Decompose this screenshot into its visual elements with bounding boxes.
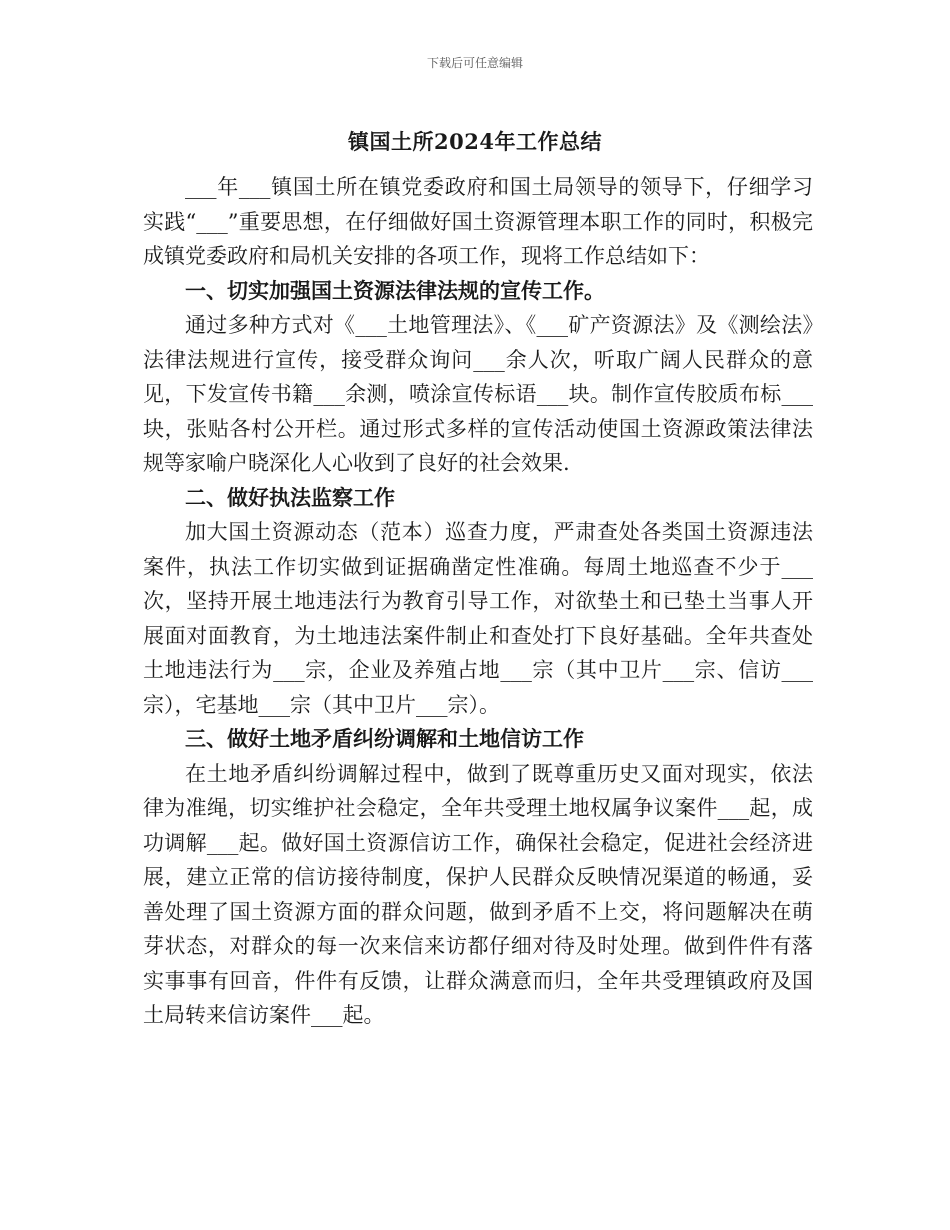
intro-paragraph: ___年___镇国土所在镇党委政府和国土局领导的领导下，仔细学习实践“___”重要思想，在仔细做好国土资源管理本职工作的同时，积极完成镇党委政府和局机关安排的各项工作，现将工作总结如下： — [143, 175, 813, 268]
section-body-3: 在土地矛盾纠纷调解过程中，做到了既尊重历史又面对现实，依法律为准绳，切实维护社会稳定，全年共受理土地权属争议案件___起，成功调解___起。做好国土资源信访工作，确保社会稳定，促进社会经济进展，建立正常的信访接待制度，保护人民群众反映情况渠道的畅通，妥善处理了国土资源方面的群众问题，做到矛盾不上交，将问题解决在萌芽状态，对群众的每一次来信来访都仔细对待及时处理。做到件件有落实事事有回音，件件有反馈，让群众满意而归，全年共受理镇政府及国土局转来信访案件___起。 — [143, 761, 813, 1027]
section-heading-2: 二、做好执法监察工作 — [185, 484, 395, 510]
section-heading-1: 一、切实加强国土资源法律法规的宣传工作。 — [185, 277, 605, 303]
section-body-1: 通过多种方式对《___土地管理法》、《___矿产资源法》及《测绘法》法律法规进行宣传，接受群众询问___余人次，听取广阔人民群众的意见，下发宣传书籍___余测，喷涂宣传标语___块。制作宣传胶质布标___块，张贴各村公开栏。通过形式多样的宣传活动使国土资源政策法律法规等家喻户晓深化人心收到了良好的社会效果. — [143, 313, 813, 475]
document-title: 镇国土所2024年工作总结 — [348, 129, 602, 154]
header-note: 下载后可任意编辑 — [426, 56, 523, 70]
document-body — [143, 170, 813, 1033]
section-heading-3: 三、做好土地矛盾纠纷调解和土地信访工作 — [185, 726, 584, 751]
section-body-2: 加大国土资源动态（范本）巡查力度，严肃查处各类国土资源违法案件，执法工作切实做到证据确凿定性准确。每周土地巡查不少于___次，坚持开展土地违法行为教育引导工作，对欲垫土和已垫土当事人开展面对面教育，为土地违法案件制止和查处打下良好基础。全年共查处土地违法行为___宗，企业及养殖占地___宗（其中卫片___宗、信访___宗），宅基地___宗（其中卫片___宗）。 — [143, 520, 813, 717]
